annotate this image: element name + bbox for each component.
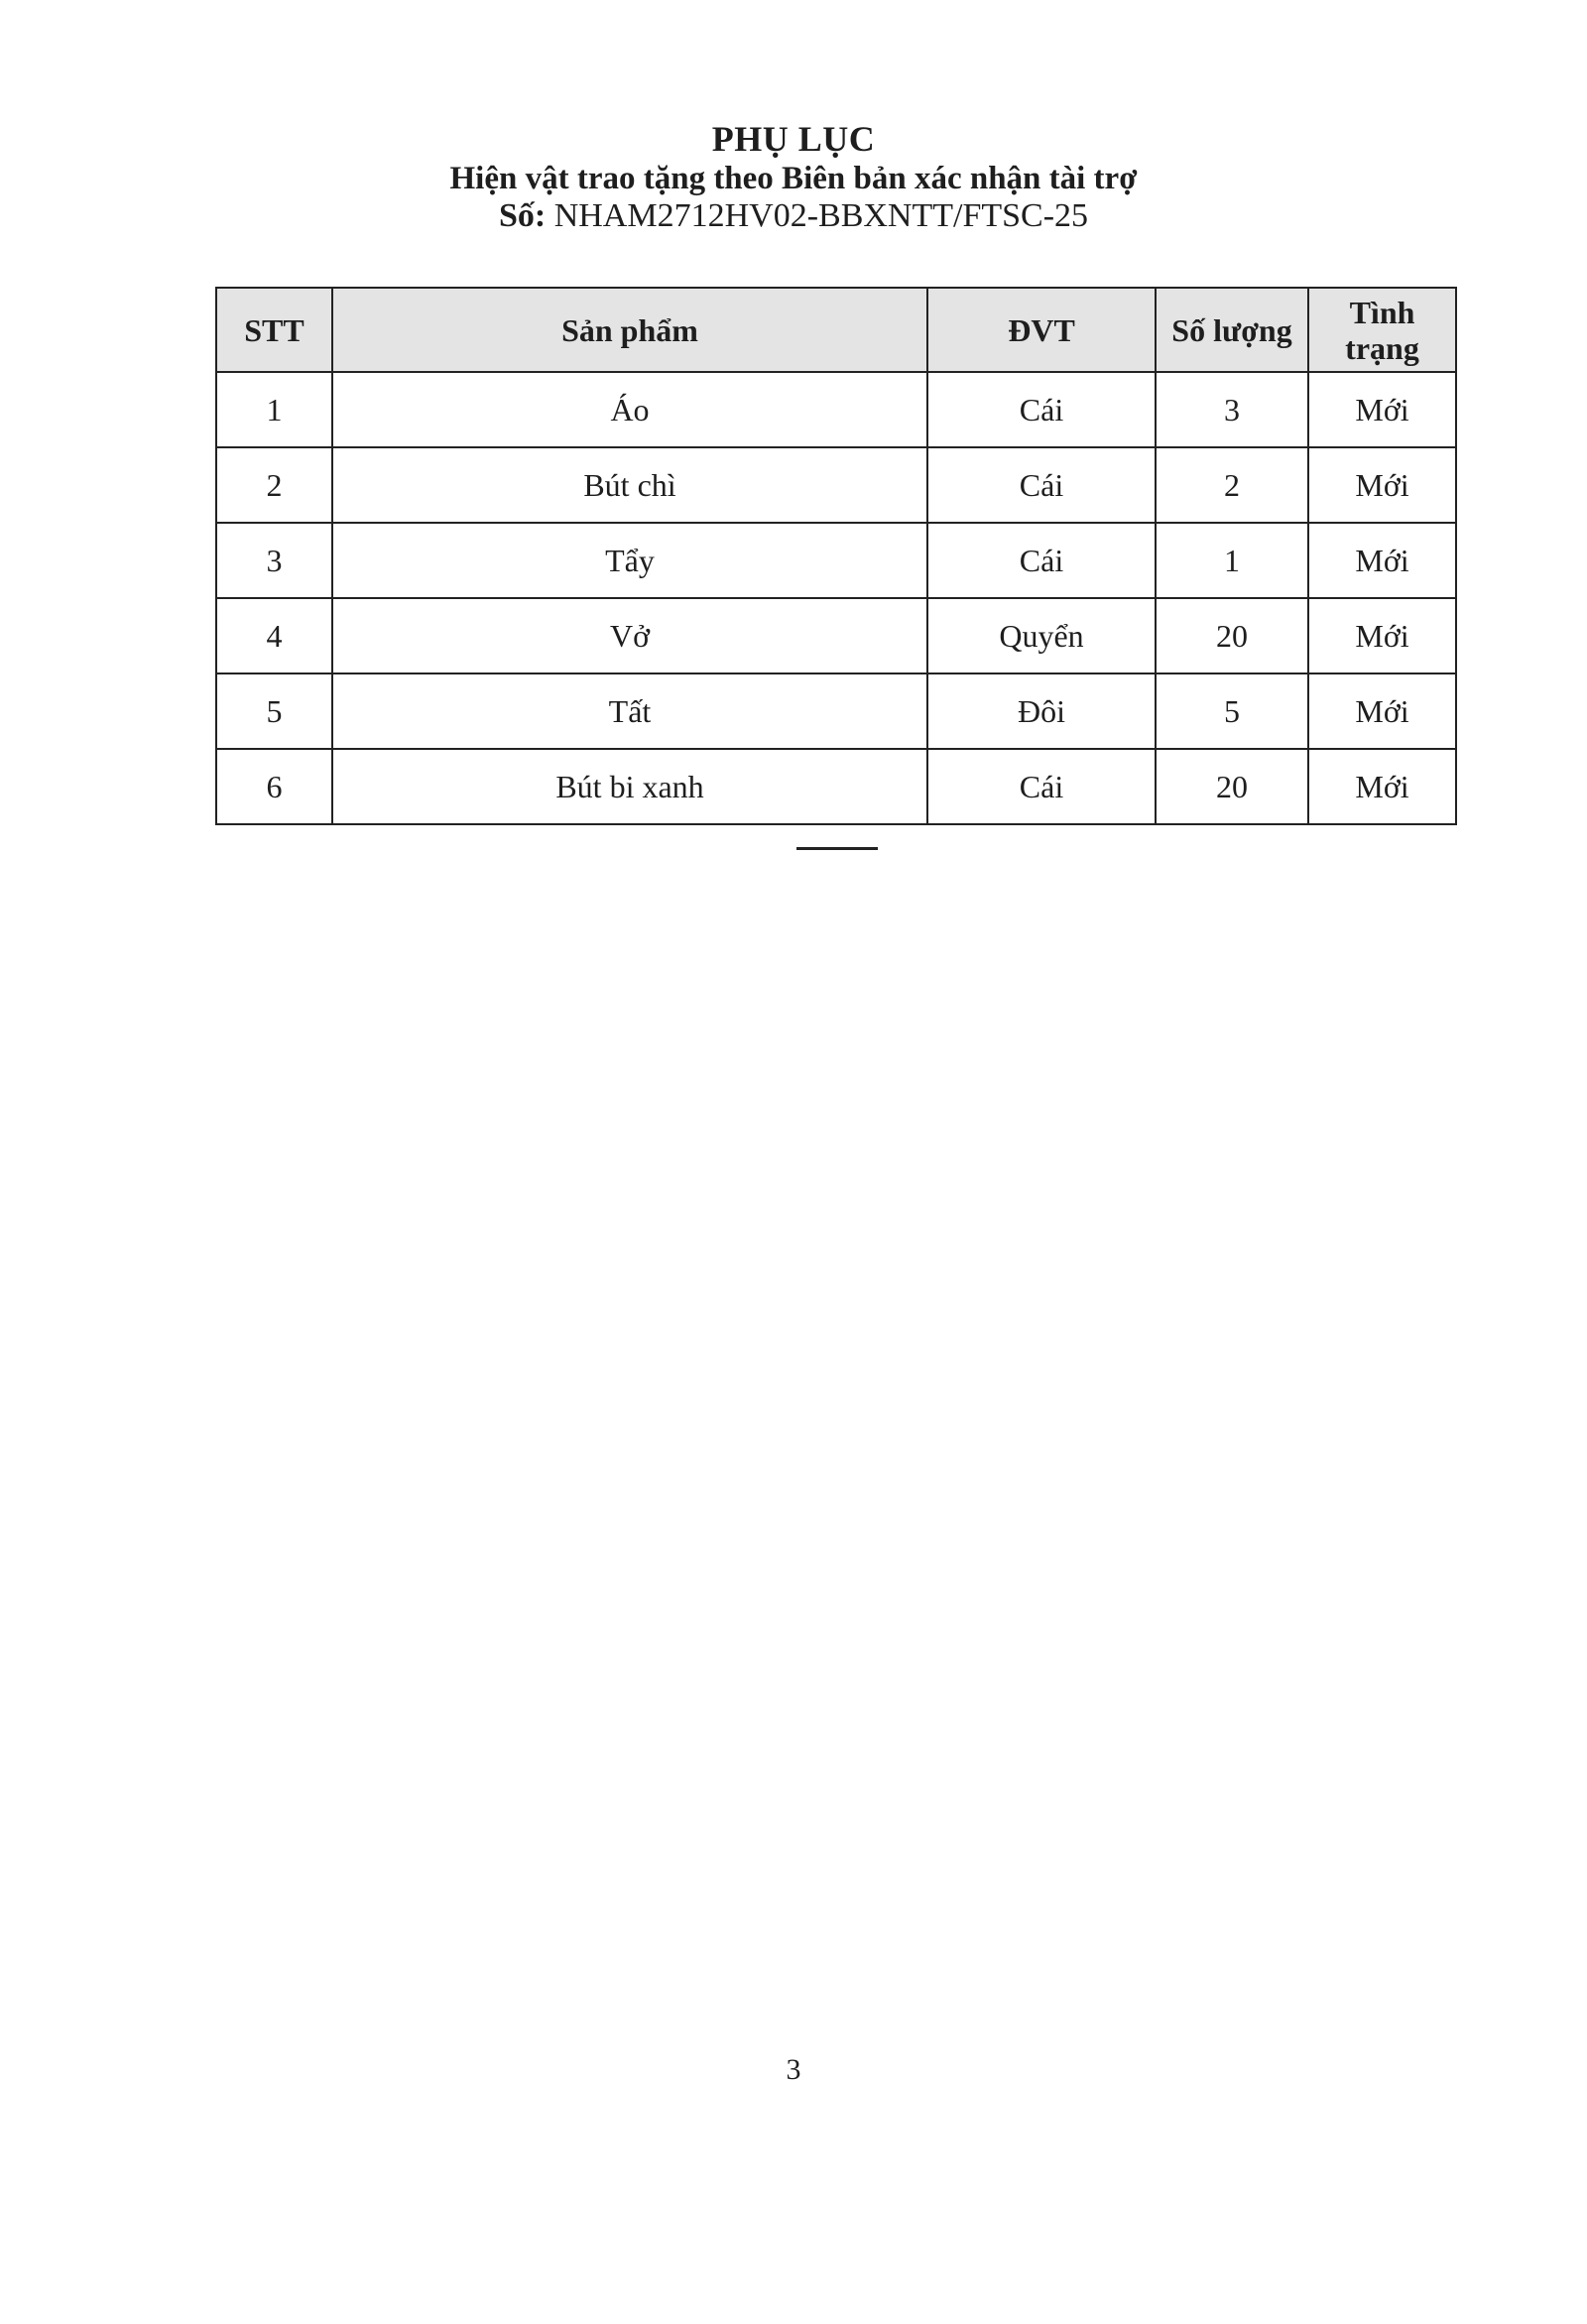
table-row [216,447,1456,523]
document-number [0,196,1587,236]
cell-product: Bút bi xanh [332,749,927,824]
cell-condition: Mới [1308,749,1456,824]
cell-stt: 4 [216,598,332,673]
column-header-quantity: Số lượng [1156,288,1308,372]
table-row [216,372,1456,447]
cell-quantity: 3 [1156,372,1308,447]
cell-unit: Cái [927,447,1156,523]
document-header [0,117,1587,236]
cell-stt: 5 [216,673,332,749]
cell-quantity: 5 [1156,673,1308,749]
column-header-product: Sản phẩm [332,288,927,372]
cell-quantity: 20 [1156,749,1308,824]
cell-condition: Mới [1308,673,1456,749]
cell-unit: Cái [927,749,1156,824]
column-header-stt: STT [216,288,332,372]
cell-stt: 6 [216,749,332,824]
cell-product: Bút chì [332,447,927,523]
cell-condition: Mới [1308,372,1456,447]
cell-stt: 3 [216,523,332,598]
table-row [216,673,1456,749]
cell-quantity: 1 [1156,523,1308,598]
cell-unit: Cái [927,523,1156,598]
cell-unit: Cái [927,372,1156,447]
page-number: 3 [786,2053,801,2086]
table-row [216,598,1456,673]
cell-condition: Mới [1308,447,1456,523]
document-number-label: Số: [498,197,547,234]
cell-quantity: 20 [1156,598,1308,673]
cell-product: Áo [332,372,927,447]
table-row [216,749,1456,824]
document-title: PHỤ LỤC [711,119,876,159]
cell-unit: Đôi [927,673,1156,749]
cell-product: Tẩy [332,523,927,598]
cell-product: Tất [332,673,927,749]
table-header-row [216,288,1456,372]
column-header-condition: Tình trạng [1308,288,1456,372]
end-divider [796,847,878,850]
cell-stt: 1 [216,372,332,447]
cell-unit: Quyển [927,598,1156,673]
cell-condition: Mới [1308,598,1456,673]
document-subtitle: Hiện vật trao tặng theo Biên bản xác nhận tài trợ [449,161,1138,196]
cell-condition: Mới [1308,523,1456,598]
items-table [215,287,1457,825]
cell-stt: 2 [216,447,332,523]
cell-quantity: 2 [1156,447,1308,523]
column-header-unit: ĐVT [927,288,1156,372]
cell-product: Vở [332,598,927,673]
table-row [216,523,1456,598]
document-number-value: NHAM2712HV02-BBXNTT/FTSC-25 [553,197,1089,234]
